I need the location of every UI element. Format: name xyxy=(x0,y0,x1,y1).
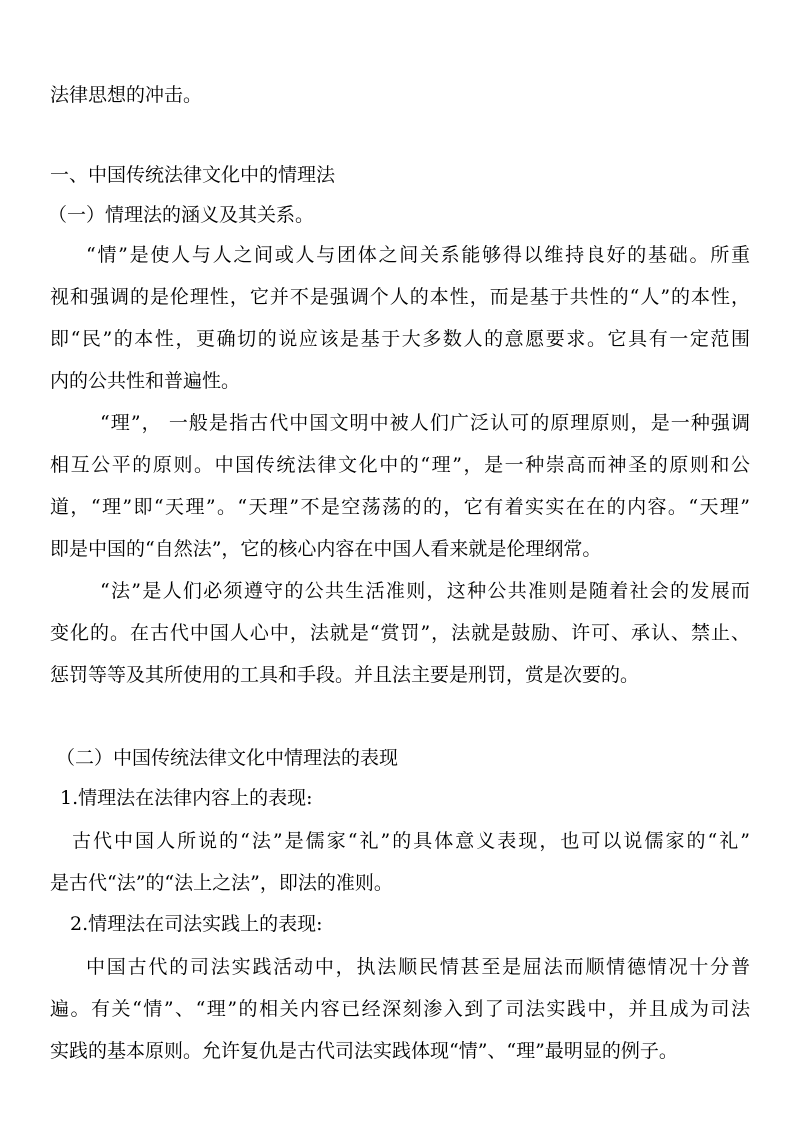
subsection-one-heading: （一）情理法的涵义及其关系。 xyxy=(48,204,315,226)
li-paragraph-line-4: 即是中国的“自然法”，它的核心内容在中国人看来就是伦理纲常。 xyxy=(50,538,602,560)
intro-tail-line: 法律思想的冲击。 xyxy=(50,84,203,106)
li-paragraph-line-3: 道，“理”即“天理”。“天理”不是空荡荡的的，它有着实实在在的内容。“天理” xyxy=(50,496,750,518)
fa-paragraph-line-1: “法”是人们必须遵守的公共生活准则，这种公共准则是随着社会的发展而 xyxy=(100,580,750,602)
item-two-line-1: 中国古代的司法实践活动中，执法顺民情甚至是屈法而顺情德情况十分普 xyxy=(86,956,750,978)
item-two-line-3: 实践的基本原则。允许复仇是古代司法实践体现“情”、“理”最明显的例子。 xyxy=(50,1040,678,1062)
item-two-line-2: 遍。有关“情”、“理”的相关内容已经深刻渗入到了司法实践中，并且成为司法 xyxy=(50,998,750,1020)
item-one-line-2: 是古代“法”的“法上之法”，即法的准则。 xyxy=(50,872,393,894)
item-two-heading: 2.情理法在司法实践上的表现: xyxy=(70,913,323,935)
fa-paragraph-line-2: 变化的。在古代中国人心中，法就是“赏罚”，法就是鼓励、许可、承认、禁止、 xyxy=(50,622,750,644)
li-paragraph-line-2: 相互公平的原则。中国传统法律文化中的“理”，是一种崇高而神圣的原则和公 xyxy=(50,454,750,476)
item-one-heading: 1.情理法在法律内容上的表现: xyxy=(60,787,313,809)
item-one-line-1: 古代中国人所说的“法”是儒家“礼”的具体意义表现，也可以说儒家的“礼” xyxy=(72,830,750,852)
qing-paragraph-line-4: 内的公共性和普遍性。 xyxy=(50,370,241,392)
qing-paragraph-line-2: 视和强调的是伦理性，它并不是强调个人的本性，而是基于共性的“人”的本性， xyxy=(50,286,750,308)
li-paragraph-line-1: “理”， 一般是指古代中国文明中被人们广泛认可的原理原则，是一种强调 xyxy=(100,412,750,434)
section-one-heading: 一、中国传统法律文化中的情理法 xyxy=(50,164,336,186)
fa-paragraph-line-3: 惩罚等等及其所使用的工具和手段。并且法主要是刑罚，赏是次要的。 xyxy=(50,664,640,686)
qing-paragraph-line-3: 即“民”的本性，更确切的说应该是基于大多数人的意愿要求。它具有一定范围 xyxy=(50,328,750,350)
subsection-two-heading: （二）中国传统法律文化中情理法的表现 xyxy=(56,747,399,769)
qing-paragraph-line-1: “情”是使人与人之间或人与团体之间关系能够得以维持良好的基础。所重 xyxy=(86,244,750,266)
